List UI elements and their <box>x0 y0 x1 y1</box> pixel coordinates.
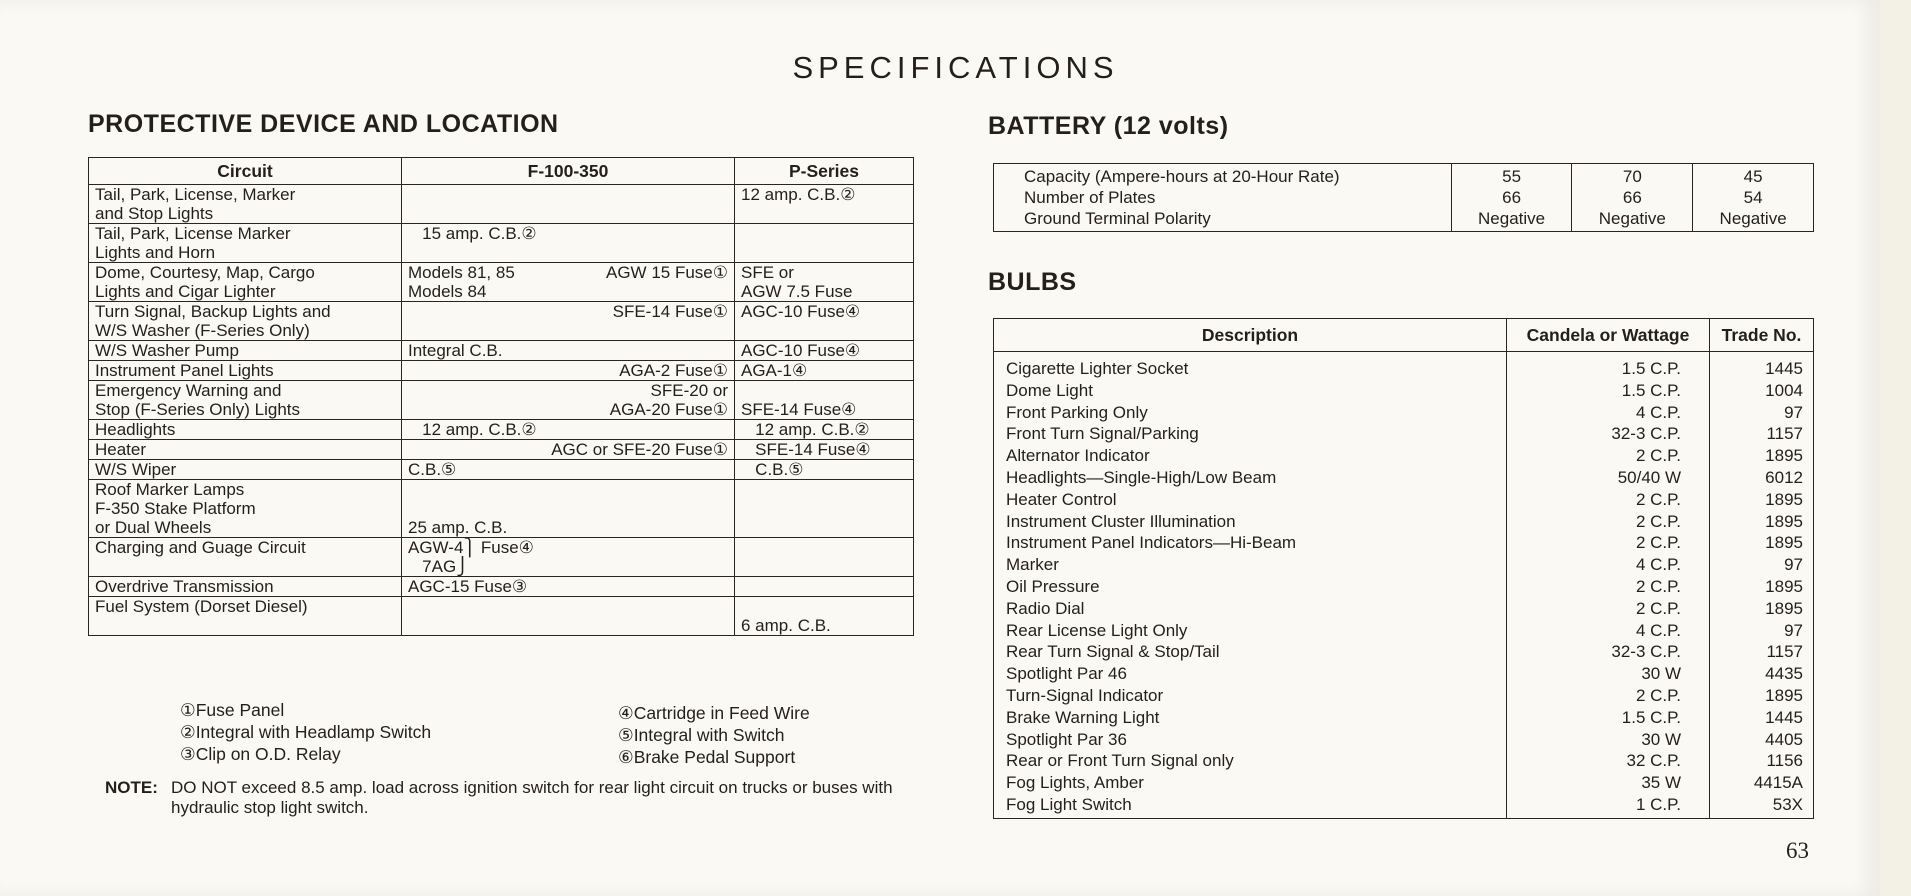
bulbs-rows <box>994 352 1814 819</box>
bulb-candela: 2 C.P. <box>1635 598 1681 618</box>
bulb-trade: 1156 <box>1766 751 1803 771</box>
legend-item: ④Cartridge in Feed Wire <box>618 703 810 723</box>
f-series-cell <box>402 185 735 224</box>
column-header-circuit: Circuit <box>89 158 402 185</box>
legend-item: ①Fuse Panel <box>180 700 285 720</box>
bulb-candela-column <box>1507 352 1710 819</box>
bulbs-heading: BULBS <box>988 268 1077 296</box>
f-series-fuse: AGA-2 Fuse① <box>619 361 728 380</box>
bulb-trade: 1895 <box>1765 576 1803 596</box>
column-header-f-series: F-100-350 <box>402 158 735 185</box>
f-series-device: 25 amp. C.B. <box>408 518 508 537</box>
legend-item: ⑤Integral with Switch <box>618 725 785 745</box>
bulb-description: Instrument Cluster Illumination <box>1006 511 1236 531</box>
bulb-trade: 1004 <box>1765 380 1803 400</box>
page-number: 63 <box>1786 838 1809 863</box>
p-series-cell <box>735 577 914 597</box>
f-series-cell <box>402 420 735 440</box>
bulb-description: Rear or Front Turn Signal only <box>1006 751 1234 771</box>
battery-column-1: 55 66 Negative <box>1451 164 1572 232</box>
circuit-cell: W/S Wiper <box>89 460 402 480</box>
bulb-candela: 1.5 C.P. <box>1621 707 1681 727</box>
protective-device-heading: PROTECTIVE DEVICE AND LOCATION <box>88 110 559 138</box>
table-row <box>89 341 914 361</box>
table-row <box>994 164 1814 232</box>
bulb-description: Fog Light Switch <box>1006 794 1132 814</box>
protective-device-table <box>88 157 914 636</box>
table-row <box>89 381 914 420</box>
bulb-description: Oil Pressure <box>1006 576 1100 596</box>
legend-left <box>180 699 431 765</box>
circuit-cell: Tail, Park, License Marker Lights and Horn <box>89 224 402 263</box>
battery-column-2: 70 66 Negative <box>1572 164 1693 232</box>
bulb-trade: 53X <box>1772 794 1803 814</box>
table-row <box>89 185 914 224</box>
f-series-cell <box>402 460 735 480</box>
battery-spec-labels: Capacity (Ampere-hours at 20-Hour Rate) Number of Plates Ground Terminal Polarity <box>994 164 1452 232</box>
bulb-trade: 1895 <box>1765 511 1803 531</box>
column-header-p-series: P-Series <box>735 158 914 185</box>
bulb-candela: 2 C.P. <box>1635 576 1681 596</box>
bulb-candela: 1.5 C.P. <box>1621 359 1681 378</box>
bulb-candela: 35 W <box>1641 773 1681 793</box>
legend-item: ②Integral with Headlamp Switch <box>180 722 432 742</box>
f-series-cell <box>402 302 735 341</box>
f-series-device: AGC-15 Fuse③ <box>408 577 528 596</box>
p-series-cell: AGC-10 Fuse④ <box>735 302 914 341</box>
f-series-cell <box>402 538 735 577</box>
bulb-candela: 1.5 C.P. <box>1621 380 1681 400</box>
note-text: DO NOT exceed 8.5 amp. load across ignition switch for rear light circuit on trucks or buses with hydraulic stop light switch. <box>171 778 893 817</box>
column-header-candela: Candela or Wattage <box>1507 319 1710 352</box>
bulb-description: Spotlight Par 36 <box>1006 729 1127 749</box>
legend-right <box>618 702 810 768</box>
bulb-trade: 97 <box>1784 402 1803 422</box>
circuit-cell: Turn Signal, Backup Lights and W/S Washer (F-Series Only) <box>89 302 402 341</box>
note-label: NOTE: <box>105 778 158 797</box>
circuit-cell: Charging and Guage Circuit <box>89 538 402 577</box>
p-series-cell <box>735 538 914 577</box>
bulb-candela: 2 C.P. <box>1635 685 1681 705</box>
bulb-candela: 2 C.P. <box>1635 446 1681 466</box>
p-series-cell: 6 amp. C.B. <box>735 597 914 636</box>
bulb-candela: 30 W <box>1641 664 1681 684</box>
f-series-device: Models 81, 85 Models 84 <box>408 263 515 301</box>
f-series-cell <box>402 597 735 636</box>
bulb-candela: 32-3 C.P. <box>1611 424 1681 444</box>
legend-item: ③Clip on O.D. Relay <box>180 744 341 764</box>
bulb-description: Dome Light <box>1006 380 1093 400</box>
circuit-cell: Fuel System (Dorset Diesel) <box>89 597 402 636</box>
bulb-trade: 1445 <box>1765 359 1803 378</box>
bulb-description: Rear License Light Only <box>1006 620 1188 640</box>
bulb-trade: 1895 <box>1765 533 1803 553</box>
bulb-description-column <box>994 352 1507 819</box>
p-series-cell: 12 amp. C.B.② <box>735 185 914 224</box>
table-row <box>89 224 914 263</box>
circuit-cell: Overdrive Transmission <box>89 577 402 597</box>
bulb-candela: 2 C.P. <box>1635 533 1681 553</box>
f-series-fuse: AGW 15 Fuse① <box>606 263 728 282</box>
p-series-cell: C.B.⑤ <box>735 460 914 480</box>
bulb-description: Instrument Panel Indicators—Hi-Beam <box>1006 533 1297 553</box>
column-header-description: Description <box>994 319 1507 352</box>
table-row <box>89 538 914 577</box>
page-title: SPECIFICATIONS <box>792 50 1119 85</box>
bulb-description: Spotlight Par 46 <box>1006 664 1127 684</box>
p-series-cell: AGA-1④ <box>735 361 914 381</box>
bulb-candela: 4 C.P. <box>1635 620 1681 640</box>
circuit-cell: Tail, Park, License, Marker and Stop Lights <box>89 185 402 224</box>
battery-column-3: 45 54 Negative <box>1693 164 1814 232</box>
bulb-candela: 4 C.P. <box>1635 402 1681 422</box>
f-series-cell <box>402 361 735 381</box>
bulb-trade: 1895 <box>1765 598 1803 618</box>
circuit-cell: Roof Marker Lamps F-350 Stake Platform or Dual Wheels <box>89 480 402 538</box>
bulb-description: Radio Dial <box>1006 598 1085 618</box>
table-row <box>89 263 914 302</box>
bulb-trade: 1895 <box>1765 446 1803 466</box>
table-row <box>89 440 914 460</box>
bulb-description: Brake Warning Light <box>1006 707 1160 727</box>
circuit-cell: Headlights <box>89 420 402 440</box>
f-series-device: C.B.⑤ <box>408 460 457 479</box>
bulb-description: Headlights—Single-High/Low Beam <box>1006 467 1277 487</box>
f-series-cell <box>402 341 735 361</box>
bulb-description: Turn-Signal Indicator <box>1006 685 1164 705</box>
bulb-description: Alternator Indicator <box>1006 446 1150 466</box>
table-row <box>89 302 914 341</box>
bulb-trade: 1895 <box>1765 489 1803 509</box>
battery-heading: BATTERY (12 volts) <box>988 112 1229 140</box>
bulb-trade: 4415A <box>1753 773 1803 793</box>
bulb-description: Marker <box>1006 555 1059 575</box>
bulb-candela: 32 C.P. <box>1626 751 1681 771</box>
bulb-trade: 97 <box>1784 555 1803 575</box>
bulb-description: Heater Control <box>1006 489 1117 509</box>
circuit-cell: Instrument Panel Lights <box>89 361 402 381</box>
circuit-cell: W/S Washer Pump <box>89 341 402 361</box>
table-row <box>89 420 914 440</box>
bulb-candela: 1 C.P. <box>1635 794 1681 814</box>
p-series-cell: SFE-14 Fuse④ <box>735 381 914 420</box>
f-series-cell <box>402 440 735 460</box>
table-row <box>89 480 914 538</box>
f-series-device: Integral C.B. <box>408 341 503 360</box>
table-row <box>89 460 914 480</box>
bulb-candela: 2 C.P. <box>1635 489 1681 509</box>
f-series-cell <box>402 381 735 420</box>
table-row <box>89 597 914 636</box>
bulb-trade: 1157 <box>1766 424 1803 444</box>
bulb-trade: 1157 <box>1766 642 1803 662</box>
p-series-cell: AGC-10 Fuse④ <box>735 341 914 361</box>
f-series-device: 15 amp. C.B.② <box>408 224 537 243</box>
circuit-cell: Emergency Warning and Stop (F-Series Only) Lights <box>89 381 402 420</box>
f-series-cell <box>402 224 735 263</box>
bulb-candela: 50/40 W <box>1617 467 1681 487</box>
f-series-cell <box>402 577 735 597</box>
bulb-trade: 4405 <box>1765 729 1803 749</box>
f-series-cell <box>402 480 735 538</box>
bulb-description: Fog Lights, Amber <box>1006 773 1144 793</box>
bulb-trade: 6012 <box>1765 467 1803 487</box>
bulb-trade: 1895 <box>1765 685 1803 705</box>
f-series-device: 12 amp. C.B.② <box>408 420 537 439</box>
bulb-trade-column <box>1710 352 1814 819</box>
bulb-candela: 2 C.P. <box>1635 511 1681 531</box>
bulb-description: Front Turn Signal/Parking <box>1006 424 1199 444</box>
bulb-description: Cigarette Lighter Socket <box>1006 359 1189 378</box>
bulb-candela: 32-3 C.P. <box>1611 642 1681 662</box>
bulb-trade: 4435 <box>1765 664 1803 684</box>
battery-table <box>993 163 1814 232</box>
legend-item: ⑥Brake Pedal Support <box>618 747 796 767</box>
bulb-trade: 97 <box>1784 620 1803 640</box>
table-row <box>89 361 914 381</box>
f-series-fuse: AGC or SFE-20 Fuse① <box>551 440 728 459</box>
bulb-candela: 4 C.P. <box>1635 555 1681 575</box>
bulb-description: Front Parking Only <box>1006 402 1148 422</box>
table-header-row <box>89 158 914 185</box>
bulb-candela: 30 W <box>1641 729 1681 749</box>
circuit-cell: Heater <box>89 440 402 460</box>
protective-device-rows <box>89 185 914 636</box>
circuit-cell: Dome, Courtesy, Map, Cargo Lights and Cigar Lighter <box>89 263 402 302</box>
f-series-device: AGW-4⎫ Fuse④ 7AG⎭ <box>408 538 534 576</box>
f-series-cell <box>402 263 735 302</box>
f-series-fuse: SFE-20 or AGA-20 Fuse① <box>609 381 728 419</box>
table-row <box>89 577 914 597</box>
p-series-cell: SFE-14 Fuse④ <box>735 440 914 460</box>
table-header-row <box>994 319 1814 352</box>
note <box>105 778 925 818</box>
table-row <box>994 352 1814 819</box>
column-header-trade-no: Trade No. <box>1710 319 1814 352</box>
f-series-fuse: SFE-14 Fuse① <box>612 302 728 321</box>
bulbs-table <box>993 318 1814 819</box>
p-series-cell <box>735 480 914 538</box>
p-series-cell: 12 amp. C.B.② <box>735 420 914 440</box>
bulb-description: Rear Turn Signal & Stop/Tail <box>1006 642 1220 662</box>
p-series-cell <box>735 224 914 263</box>
p-series-cell: SFE or AGW 7.5 Fuse <box>735 263 914 302</box>
bulb-trade: 1445 <box>1765 707 1803 727</box>
